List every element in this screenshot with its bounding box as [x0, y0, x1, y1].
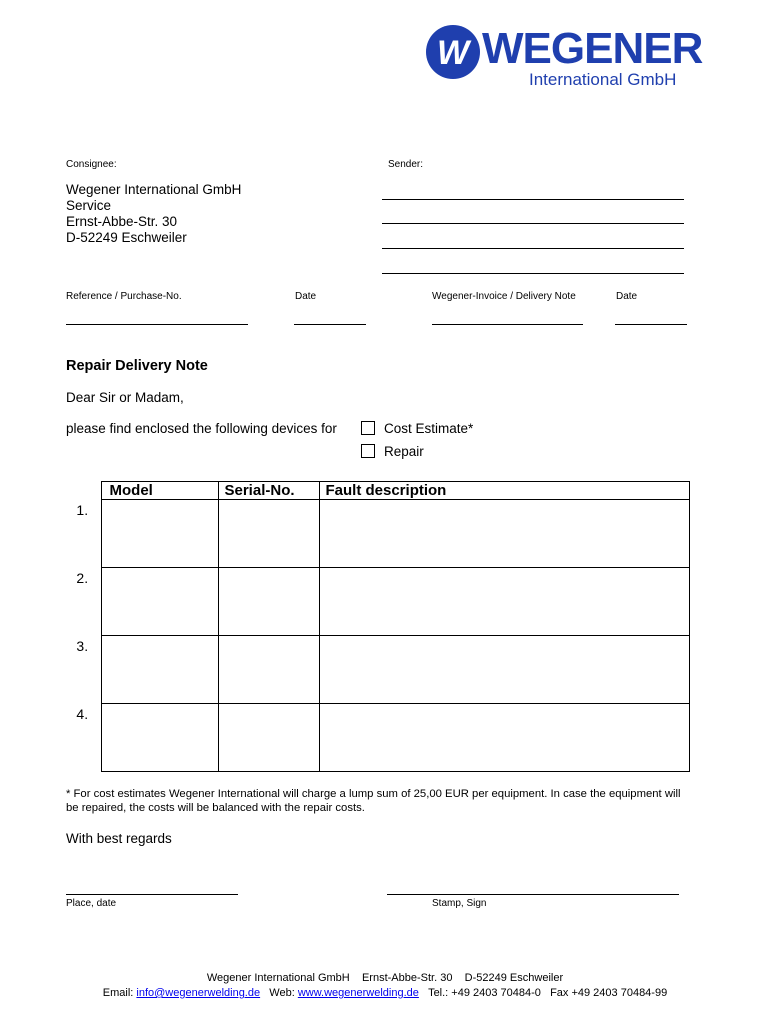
- reference-label: Reference / Purchase-No.: [66, 291, 182, 302]
- serial-cell[interactable]: [218, 636, 319, 704]
- model-cell[interactable]: [101, 636, 218, 704]
- footer-address: [0, 972, 770, 984]
- serial-cell[interactable]: [218, 568, 319, 636]
- stamp-sign-line[interactable]: [387, 894, 679, 895]
- invoice-field[interactable]: [432, 324, 583, 325]
- fault-cell[interactable]: [319, 500, 690, 568]
- closing: With best regards: [66, 831, 172, 846]
- sender-label: Sender:: [388, 159, 424, 170]
- reference-field[interactable]: [66, 324, 248, 325]
- consignee-line: Ernst-Abbe-Str. 30: [66, 214, 178, 229]
- page-title: Repair Delivery Note: [66, 358, 208, 374]
- intro-text: please find enclosed the following devices for: [66, 421, 337, 436]
- table-row: [64, 500, 690, 568]
- row-number: 3.: [76, 637, 89, 654]
- footnote: * For cost estimates Wegener International will charge a lump sum of 25,00 EUR per equipment. In case the equipment will be repaired, the costs will be balanced with the repair costs.: [66, 788, 681, 814]
- consignee-label: Consignee:: [66, 159, 117, 170]
- footer-web-link[interactable]: www.wegenerwelding.de: [297, 987, 419, 999]
- fault-cell[interactable]: [319, 636, 690, 704]
- cost-estimate-label: Cost Estimate*: [384, 421, 474, 436]
- footer-web-label: Web:: [269, 987, 298, 999]
- logo-brand: WEGENER: [482, 24, 703, 73]
- fault-cell[interactable]: [319, 568, 690, 636]
- place-date-label: Place, date: [66, 898, 117, 909]
- footer-fax: Fax +49 2403 70484-99: [550, 987, 668, 999]
- invoice-date-label: Date: [616, 291, 638, 302]
- wegener-logo-mark-icon: [425, 24, 481, 80]
- footer-contact: [0, 987, 770, 999]
- column-header-serial: Serial-No.: [218, 482, 319, 500]
- footer-tel: Tel.: +49 2403 70484-0: [428, 987, 541, 999]
- devices-table: [64, 481, 690, 772]
- fault-cell[interactable]: [319, 704, 690, 772]
- model-cell[interactable]: [101, 500, 218, 568]
- salutation: Dear Sir or Madam,: [66, 390, 184, 405]
- header-spacer: [64, 482, 101, 500]
- wegener-logo: [425, 22, 703, 90]
- footer-email-link[interactable]: info@wegenerwelding.de: [136, 987, 261, 999]
- sender-line-4[interactable]: [382, 273, 684, 274]
- serial-cell[interactable]: [218, 704, 319, 772]
- repair-checkbox[interactable]: [361, 444, 375, 458]
- consignee-line: D-52249 Eschweiler: [66, 230, 187, 245]
- date-field[interactable]: [294, 324, 366, 325]
- row-number: 4.: [76, 705, 89, 722]
- consignee-line: Wegener International GmbH: [66, 182, 242, 197]
- table-row: [64, 568, 690, 636]
- table-row: [64, 636, 690, 704]
- model-cell[interactable]: [101, 568, 218, 636]
- date-label: Date: [295, 291, 317, 302]
- column-header-fault: Fault description: [319, 482, 690, 500]
- sender-line-3[interactable]: [382, 248, 684, 249]
- table-header-row: [64, 482, 690, 500]
- sender-line-2[interactable]: [382, 223, 684, 224]
- place-date-line[interactable]: [66, 894, 238, 895]
- footer-email-label: Email:: [102, 987, 137, 999]
- row-number: 1.: [76, 501, 89, 518]
- serial-cell[interactable]: [218, 500, 319, 568]
- consignee-line: Service: [66, 198, 112, 213]
- consignee-address: [66, 182, 241, 246]
- repair-label: Repair: [384, 444, 424, 459]
- invoice-date-field[interactable]: [615, 324, 687, 325]
- cost-estimate-checkbox[interactable]: [361, 421, 375, 435]
- logo-subtitle: International GmbH: [529, 70, 677, 89]
- column-header-model: Model: [101, 482, 218, 500]
- model-cell[interactable]: [101, 704, 218, 772]
- stamp-sign-label: Stamp, Sign: [432, 898, 487, 909]
- invoice-label: Wegener-Invoice / Delivery Note: [432, 291, 576, 302]
- footer-line-1: Wegener International GmbH Ernst-Abbe-Str. 30 D-52249 Eschweiler: [206, 972, 564, 984]
- table-row: [64, 704, 690, 772]
- sender-line-1[interactable]: [382, 199, 684, 200]
- row-number: 2.: [76, 569, 89, 586]
- svg-text:W: W: [436, 34, 470, 72]
